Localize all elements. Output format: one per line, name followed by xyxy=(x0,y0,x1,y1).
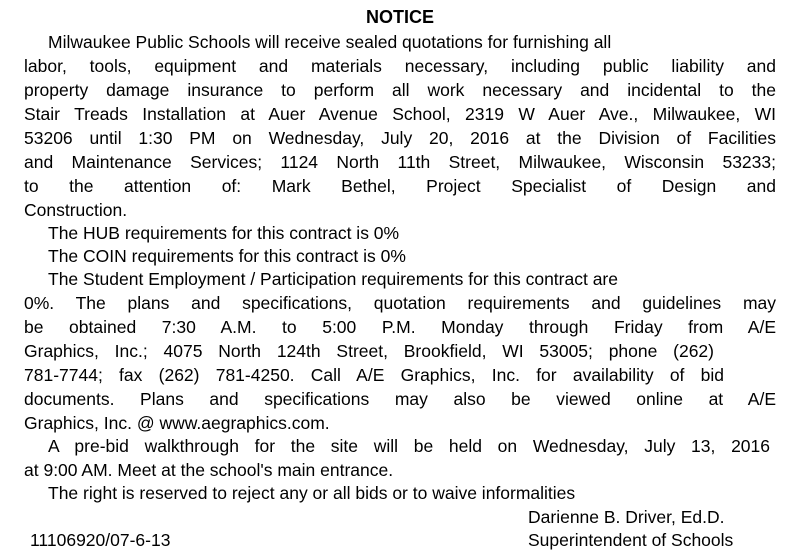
reference-number: 11106920/07-6-13 xyxy=(30,530,171,550)
notice-line-5: 53206 until 1:30 PM on Wednesday, July 20, 2016 at the Division of Facilities xyxy=(24,128,776,148)
student-employment-line: The Student Employment / Participation requirements for this contract are xyxy=(48,269,618,289)
notice-line-7: to the attention of: Mark Bethel, Project Specialist of Design and xyxy=(24,176,776,196)
signature-title: Superintendent of Schools xyxy=(528,530,734,550)
notice-line-2: labor, tools, equipment and materials necessary, including public liability and xyxy=(24,56,776,76)
notice-line-12: 0%. The plans and specifications, quotation requirements and guidelines may xyxy=(24,293,776,313)
notice-line-3: property damage insurance to perform all work necessary and incidental to the xyxy=(24,80,776,100)
notice-line-1: Milwaukee Public Schools will receive sealed quotations for furnishing all xyxy=(48,32,612,52)
coin-requirement-line: The COIN requirements for this contract is 0% xyxy=(48,246,406,266)
walkthrough-line-2: at 9:00 AM. Meet at the school's main entrance. xyxy=(24,460,394,480)
walkthrough-line: A pre-bid walkthrough for the site will be held on Wednesday, July 13, 2016 xyxy=(48,436,770,456)
notice-line-16: documents. Plans and specifications may also be viewed online at A/E xyxy=(24,389,776,409)
hub-requirement-line: The HUB requirements for this contract is 0% xyxy=(48,223,400,243)
notice-line-17: Graphics, Inc. @ www.aegraphics.com. xyxy=(24,413,330,433)
notice-line-13: be obtained 7:30 A.M. to 5:00 P.M. Monday through Friday from A/E xyxy=(24,317,776,337)
notice-line-14: Graphics, Inc.; 4075 North 124th Street, Brookfield, WI 53005; phone (262) xyxy=(24,341,714,361)
notice-title: NOTICE xyxy=(365,7,434,27)
notice-line-4: Stair Treads Installation at Auer Avenue School, 2319 W Auer Ave., Milwaukee, WI xyxy=(24,104,776,124)
reservation-line: The right is reserved to reject any or all bids or to waive informalities xyxy=(48,483,576,503)
notice-line-15: 781-7744; fax (262) 781-4250. Call A/E Graphics, Inc. for availability of bid xyxy=(24,365,724,385)
signature-name: Darienne B. Driver, Ed.D. xyxy=(528,507,725,527)
notice-line-8: Construction. xyxy=(24,200,128,220)
notice-line-6: and Maintenance Services; 1124 North 11th Street, Milwaukee, Wisconsin 53233; xyxy=(24,152,776,172)
